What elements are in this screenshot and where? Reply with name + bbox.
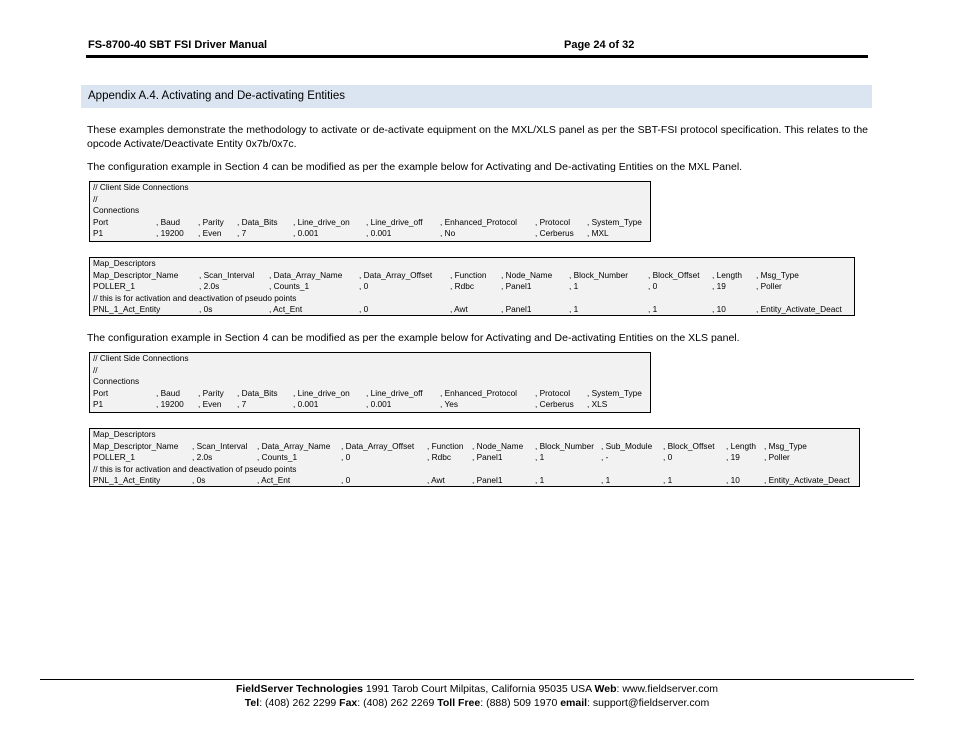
config-cell: , Block_Number [535,440,595,451]
config-cell: , Rdbc [450,281,474,292]
config-cell: Port [93,387,109,398]
config-cell: , Entity_Activate_Deact [756,304,842,315]
config-cell: , 10 [712,304,726,315]
config-cell: , Awt [450,304,468,315]
config-cell: , Parity [198,387,224,398]
config-cell: , Length [726,440,756,451]
config-cell: , Scan_Interval [199,269,255,280]
config-line [90,194,650,206]
config-cell: , Baud [156,387,180,398]
config-line [90,452,859,464]
mxl-map-box [89,257,855,316]
config-line [90,475,859,487]
config-cell: , 1 [535,475,545,486]
config-line [90,258,854,270]
config-cell: , 7 [237,228,247,239]
config-cell: , 19 [726,452,740,463]
config-cell: , Entity_Activate_Deact [764,475,850,486]
config-cell: Connections [93,376,140,387]
config-cell: , Data_Bits [237,387,278,398]
config-cell: // [93,364,98,375]
config-line [90,429,859,441]
footer-email-label: email [560,697,588,709]
config-line [90,228,650,240]
config-line [90,281,854,293]
config-cell: P1 [93,399,104,410]
page-number: Page 24 of 32 [564,39,635,51]
config-cell: , Cerberus [535,228,574,239]
config-cell: , Act_Ent [257,475,291,486]
config-cell: , Even [198,228,222,239]
config-cell: , Sub_Module [601,440,653,451]
config-cell: , 0s [192,475,206,486]
config-cell: , Data_Array_Name [257,440,331,451]
xls-paragraph: The configuration example in Section 4 can be modified as per the example below for Activating and De-activating Entities on the XLS panel. [87,332,740,344]
mxl-connections-box [89,181,651,242]
config-cell: Connections [93,205,140,216]
config-cell: , 19 [712,281,726,292]
config-cell: PNL_1_Act_Entity [93,304,161,315]
config-cell: , 2.0s [199,281,220,292]
footer-tel: : (408) 262 2299 [259,697,340,709]
config-cell: , Line_drive_on [293,216,350,227]
xls-map-box [89,428,860,487]
config-cell: , Msg_Type [756,269,799,280]
config-cell: , No [440,228,456,239]
config-cell: , Protocol [535,387,571,398]
config-cell: Map_Descriptors [93,258,156,268]
config-line [90,205,650,217]
config-cell: , Function [427,440,464,451]
config-cell: , 0 [663,452,673,463]
config-cell: , Msg_Type [764,440,807,451]
config-cell: PNL_1_Act_Entity [93,475,161,486]
config-cell: , 0.001 [293,228,319,239]
footer-web-label: Web [594,683,617,695]
header-title: FS-8700-40 SBT FSI Driver Manual [88,39,268,51]
footer-web: : www.fieldserver.com [616,683,719,695]
config-cell: , 1 [569,304,579,315]
config-line [90,376,650,388]
config-cell: , 1 [663,475,673,486]
config-cell: , Scan_Interval [192,440,248,451]
config-cell: , 1 [648,304,658,315]
section-title: Appendix A.4. Activating and De-activating Entities [88,90,345,102]
config-line [90,182,650,194]
config-cell: // this is for activation and deactivation of pseudo points [93,463,297,474]
config-cell: , 0.001 [366,399,392,410]
config-cell: , Data_Array_Offset [359,269,433,280]
config-cell: , Rdbc [427,452,451,463]
config-cell: , XLS [587,399,608,410]
config-cell: , 1 [535,452,545,463]
config-cell: , 0s [199,304,213,315]
config-cell: // this is for activation and deactivation of pseudo points [93,292,297,303]
config-line [90,217,650,229]
footer-fax-label: Fax [339,697,358,709]
config-line [90,304,854,316]
config-line [90,270,854,282]
config-cell: // [93,193,98,204]
config-cell: , 0 [648,281,658,292]
footer-address: 1991 Tarob Court Milpitas, California 95035 USA [362,683,595,695]
config-cell: , System_Type [587,216,642,227]
config-cell: , 10 [726,475,740,486]
footer-company: FieldServer Technologies [235,683,363,695]
config-cell: , 1 [569,281,579,292]
config-cell: , Block_Offset [648,269,700,280]
config-cell: , 19200 [156,228,184,239]
config-cell: , Counts_1 [257,452,298,463]
config-cell: , Poller [764,452,790,463]
config-line [90,388,650,400]
config-cell: , 1 [601,475,611,486]
config-cell: , Panel1 [472,452,503,463]
footer-fax: : (408) 262 2269 [357,697,438,709]
footer-rule [40,679,914,680]
config-cell: POLLER_1 [93,281,135,292]
config-cell: Map_Descriptor_Name [93,440,179,451]
config-cell: , MXL [587,228,609,239]
config-cell: , Cerberus [535,399,574,410]
config-cell: , 19200 [156,399,184,410]
config-cell: Map_Descriptor_Name [93,269,179,280]
config-line [90,464,859,476]
config-cell: , Enhanced_Protocol [440,216,518,227]
footer-line-1 [0,683,954,695]
footer-tollfree: : (888) 509 1970 [480,697,561,709]
config-line [90,399,650,411]
config-cell: , Block_Offset [663,440,715,451]
xls-connections-box [89,352,651,413]
config-cell: Map_Descriptors [93,429,156,439]
config-cell: , System_Type [587,387,642,398]
config-cell: , Line_drive_off [366,216,423,227]
config-cell: , 2.0s [192,452,213,463]
config-cell: Port [93,216,109,227]
config-cell: , Panel1 [472,475,503,486]
config-line [90,293,854,305]
config-cell: , Poller [756,281,782,292]
config-cell: , Line_drive_on [293,387,350,398]
config-cell: , Panel1 [501,281,532,292]
config-cell: , Even [198,399,222,410]
config-cell: , Panel1 [501,304,532,315]
config-cell: P1 [93,228,104,239]
config-cell: , 0 [341,452,351,463]
mxl-paragraph: The configuration example in Section 4 can be modified as per the example below for Activating and De-activating Entities on the MXL Panel. [87,161,743,173]
config-cell: , 0.001 [293,399,319,410]
footer-email: : support@fieldserver.com [587,697,710,709]
config-cell: , 0 [359,281,369,292]
config-cell: , - [601,452,609,463]
config-cell: , Data_Array_Name [269,269,343,280]
config-cell: , Counts_1 [269,281,310,292]
config-cell: , Yes [440,399,458,410]
config-cell: , Node_Name [472,440,524,451]
config-cell: , 7 [237,399,247,410]
config-cell: , Act_Ent [269,304,303,315]
config-line [90,441,859,453]
config-cell: , Enhanced_Protocol [440,387,518,398]
header-rule [86,55,868,58]
config-cell: , 0 [359,304,369,315]
section-heading [81,85,872,108]
intro-paragraph: These examples demonstrate the methodology to activate or de-activate equipment on the MXL/XLS panel as per the SBT-FSI protocol specification. This relates to the opcode Activate/Deactivate Entity 0x7b/0x7c. [87,124,868,150]
footer-line-2 [0,697,954,709]
config-cell: POLLER_1 [93,452,135,463]
config-line [90,365,650,377]
config-cell: , Parity [198,216,224,227]
config-cell: , Data_Array_Offset [341,440,415,451]
config-cell: , 0.001 [366,228,392,239]
config-cell: , Function [450,269,487,280]
config-cell: , Data_Bits [237,216,278,227]
config-cell: , Length [712,269,742,280]
config-cell: , Protocol [535,216,571,227]
config-cell: , Awt [427,475,445,486]
config-cell: // Client Side Connections [93,182,189,192]
config-cell: , Block_Number [569,269,629,280]
config-cell: , Node_Name [501,269,553,280]
config-cell: , Line_drive_off [366,387,423,398]
config-cell: // Client Side Connections [93,353,189,363]
footer-tel-label: Tel [244,697,260,709]
footer-tollfree-label: Toll Free [437,697,481,709]
config-line [90,353,650,365]
config-cell: , Baud [156,216,180,227]
config-cell: , 0 [341,475,351,486]
